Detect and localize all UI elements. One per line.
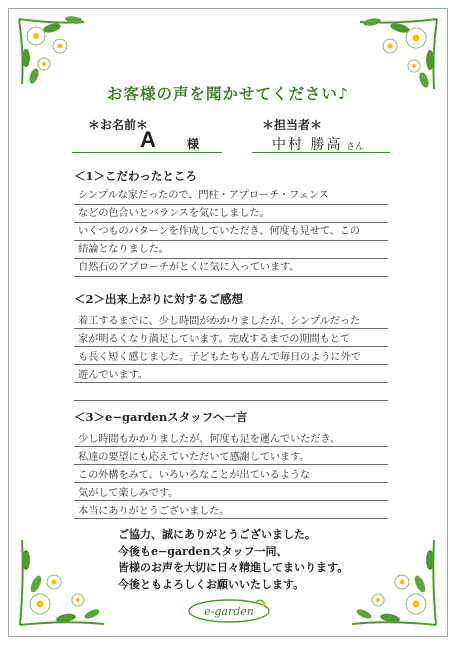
answer-line: 結論となりました。	[78, 243, 169, 255]
answer-line: 遊んでいます。	[78, 369, 148, 381]
answer-line: 着工するまでに、少し時間がかかりましたが、シンプルだった	[78, 315, 361, 327]
answer-line: 本当にありがとうございました。	[78, 505, 230, 517]
page-title: お客様の声を聞かせてください♪	[107, 84, 349, 103]
section-1-answer	[78, 186, 392, 276]
answer-line: も長く短く感じました。子どもたちも喜んで毎日のように外で	[78, 351, 361, 363]
flower-decoration-bottom-left	[14, 520, 114, 630]
customer-name-label: ＊お名前＊	[88, 118, 149, 132]
customer-name-underline	[72, 152, 222, 153]
answer-line: 家が明るくなり満足しています。完成するまでの期間もとて	[78, 333, 350, 345]
logo-text: e-garden	[204, 605, 254, 618]
customer-name-suffix: 様	[187, 137, 200, 151]
closing-line: 皆様のお声を大切に日々精進してまいります。	[118, 561, 349, 574]
section-heading-2: ＜2＞出来上がりに対するご感想	[74, 292, 243, 306]
closing-line: 今後ともよろしくお願いいたします。	[118, 577, 305, 591]
egarden-logo	[186, 596, 272, 624]
section-heading-3: ＜3＞e−gardenスタッフへ一言	[74, 410, 248, 424]
staff-label: ＊担当者＊	[262, 118, 323, 132]
answer-line: いくつものパターンを作成していただき、何度も見せて、この	[78, 225, 360, 237]
answer-line: 私達の要望にも応えていただいて感謝しています。	[78, 451, 310, 463]
answer-line: この外構をみて、いろいろなことが出ているような	[78, 469, 311, 481]
answer-line: 少し時間もかかりましたが、何度も足を運んでいただき、	[78, 433, 341, 445]
section-2-answer	[78, 312, 392, 384]
staff-name-underline	[252, 152, 390, 153]
staff-name-value: 中村 勝高	[272, 137, 343, 153]
section-3-answer	[78, 430, 392, 520]
closing-line: ご協力、誠にありがとうございました。	[118, 528, 316, 541]
section-heading-1: ＜1＞こだわったところ	[74, 169, 197, 183]
flower-decoration-bottom-right	[342, 520, 442, 630]
staff-name-suffix: さん	[346, 142, 365, 152]
closing-line: 今後もe−gardenスタッフ一同、	[118, 544, 288, 558]
answer-line: 自然石のアプローチがとくに気に入っています。	[78, 261, 300, 273]
answer-line: シンプルな家だったので、門柱・アプローチ・フェンス	[78, 189, 329, 201]
closing-message	[118, 527, 348, 593]
answer-line: 気がして楽しみです。	[78, 487, 179, 499]
answer-line: などの色合いとバランスを気にしました。	[78, 207, 270, 219]
customer-name-value: A	[140, 127, 156, 152]
